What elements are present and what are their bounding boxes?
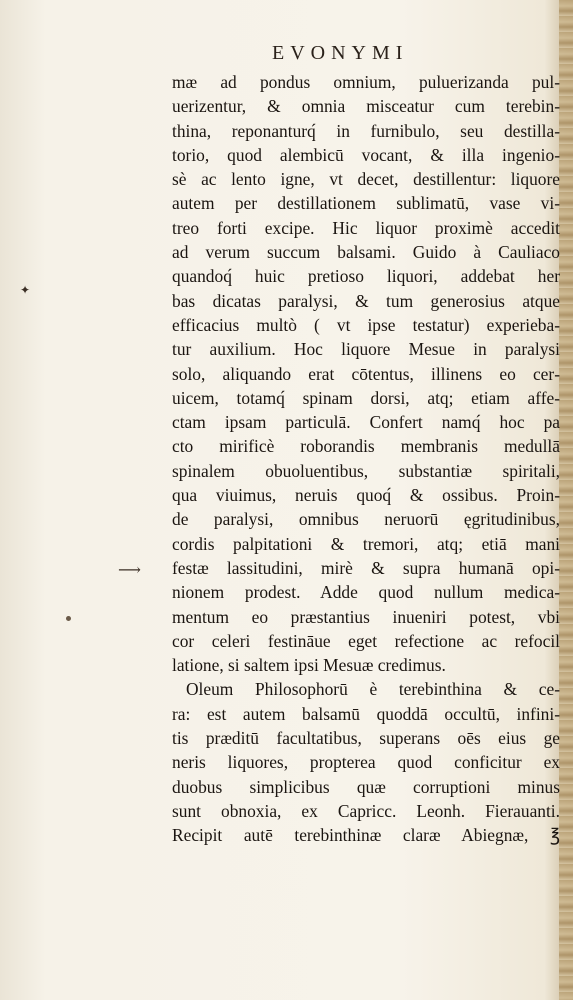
text-line: qua viuimus, neruis quoq́ & ossibus. Proin‑ bbox=[172, 485, 560, 506]
text-line: neris liquores, propterea quod conficitur ex bbox=[172, 752, 560, 773]
text-line: bas dicatas paralysi, & tum generosius atque bbox=[172, 290, 560, 311]
text-line: nionem prodest. Adde quod nullum medica‑ bbox=[172, 582, 560, 603]
text-line: de paralysi, omnibus neruorū ęgritudinibus, bbox=[172, 509, 560, 530]
text-line: mentum eo præstantius inueniri potest, vbi bbox=[172, 606, 560, 627]
text-line: quandoq́ huic pretioso liquori, addebat her bbox=[172, 266, 560, 287]
text-line: cor celeri festināue eget refectione ac refocil bbox=[172, 630, 560, 651]
text-line: thina, reponanturq́ in furnibulo, seu destilla‑ bbox=[172, 120, 560, 141]
text-line: uicem, totamq́ spinam dorsi, atq; etiam affe‑ bbox=[172, 387, 560, 408]
page-edge bbox=[559, 0, 573, 1000]
text-line: duobus simplicibus quæ corruptioni minus bbox=[172, 776, 560, 797]
text-line: spinalem obuoluentibus, substantiæ spiritali, bbox=[172, 460, 560, 481]
paragraph-first-line: Oleum Philosophorū è terebinthina & ce‑ bbox=[186, 679, 560, 700]
text-line: solo, aliquando erat cōtentus, illinens eo cer‑ bbox=[172, 363, 560, 384]
text-line: ctam ipsam particulā. Confert namq́ hoc pa bbox=[172, 412, 560, 433]
text-line: tur auxilium. Hoc liquore Mesue in paralysi bbox=[172, 339, 560, 360]
text-line: cto mirificè roborandis membranis medullā bbox=[172, 436, 560, 457]
ink-spot bbox=[66, 616, 71, 621]
text-line: sè ac lento igne, vt decet, destillentur: liquore bbox=[172, 169, 560, 190]
text-line: cordis palpitationi & tremori, atq; etiā mani bbox=[172, 533, 560, 554]
text-line: treo forti excipe. Hic liquor proximè accedit bbox=[172, 217, 560, 238]
text-line: latione, si saltem ipsi Mesuæ credimus. bbox=[172, 655, 446, 676]
text-line: Recipit autē terebinthinæ claræ Abiegnæ, ℥ bbox=[172, 825, 560, 846]
text-line: ad verum succum balsami. Guido à Cauliaco bbox=[172, 242, 560, 263]
text-line: uerizentur, & omnia misceatur cum terebin‑ bbox=[172, 96, 560, 117]
text-line: ra: est autem balsamū quoddā occultū, infini‑ bbox=[172, 703, 560, 724]
text-line: torio, quod alembicū vocant, & illa ingenio‑ bbox=[172, 144, 560, 165]
text-line: tis præditū facultatibus, superans oēs eius ge bbox=[172, 728, 560, 749]
text-line: autem per destillationem sublimatū, vase vi‑ bbox=[172, 193, 560, 214]
text-line: festæ lassitudini, mirè & supra humanā opi‑ bbox=[172, 557, 560, 578]
running-head: EVONYMI bbox=[272, 42, 409, 64]
text-line: efficacius multò ( vt ipse testatur) experieba‑ bbox=[172, 314, 560, 335]
body-text bbox=[172, 70, 560, 848]
text-line: sunt obnoxia, ex Capricc. Leonh. Fierauanti. bbox=[172, 800, 560, 821]
margin-arrow-mark: ⟶ bbox=[118, 560, 141, 579]
margin-star-mark: ✦ bbox=[20, 283, 31, 297]
text-line: mæ ad pondus omnium, puluerizanda pul‑ bbox=[172, 72, 560, 92]
